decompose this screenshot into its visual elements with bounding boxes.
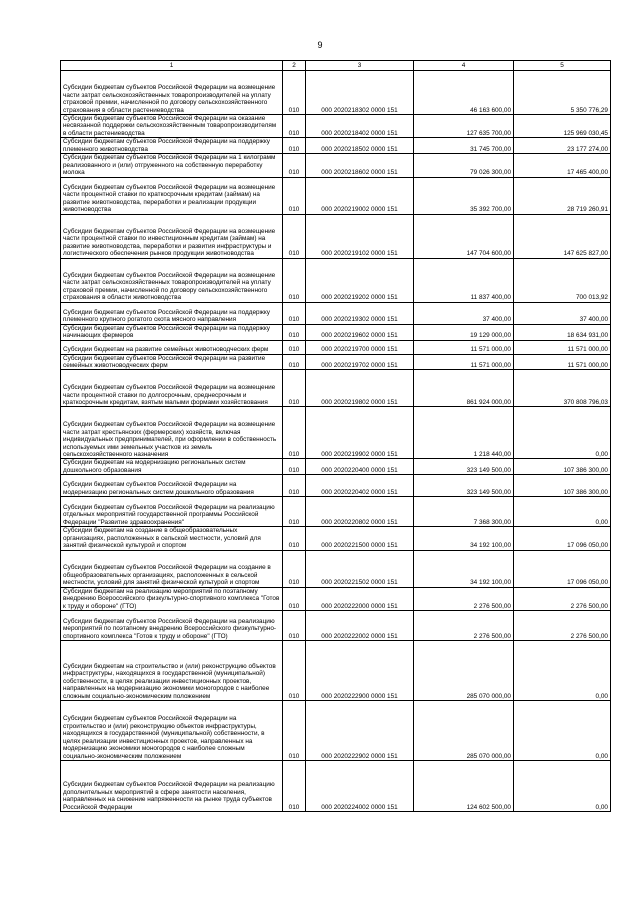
row-plan-cell: 285 070 000,00 [414, 641, 514, 701]
table-row [61, 214, 611, 258]
row-kbk-cell: 000 2020219302 0000 151 [306, 302, 414, 324]
row-plan-cell: 7 368 300,00 [414, 497, 514, 527]
row-plan-cell: 11 837 400,00 [414, 258, 514, 302]
row-kbk-cell: 000 2020219002 0000 151 [306, 177, 414, 214]
row-plan-cell: 46 163 600,00 [414, 71, 514, 115]
row-kbk-cell: 000 2020219902 0000 151 [306, 407, 414, 459]
row-fact-cell: 0,00 [514, 761, 611, 812]
column-header: 3 [306, 61, 414, 71]
budget-table [60, 60, 611, 812]
row-code-cell: 010 [283, 214, 306, 258]
row-fact-cell: 28 719 260,91 [514, 177, 611, 214]
row-name-cell: Субсидии бюджетам на реализацию мероприятий по поэтапному внедрению Всероссийского физкультурно-спортивного комплекса "Готов к труду и обороне" (ГТО) [61, 587, 283, 610]
row-fact-cell: 107 386 300,00 [514, 475, 611, 497]
row-code-cell: 010 [283, 115, 306, 138]
row-kbk-cell: 000 2020221502 0000 151 [306, 550, 414, 587]
row-code-cell: 010 [283, 71, 306, 115]
row-name-cell: Субсидии бюджетам субъектов Российской Федерации на поддержку начинающих фермеров [61, 324, 283, 340]
table-header-row [61, 61, 611, 71]
row-kbk-cell: 000 2020222900 0000 151 [306, 641, 414, 701]
row-fact-cell: 18 634 931,00 [514, 324, 611, 340]
row-fact-cell: 700 013,92 [514, 258, 611, 302]
row-name-cell: Субсидии бюджетам субъектов Российской Федерации на возмещение части процентной ставки по краткосрочным кредитам (займам) на развитие животноводства, переработки и реализации продукции животноводства [61, 177, 283, 214]
row-fact-cell: 370 808 796,03 [514, 370, 611, 407]
column-header: 1 [61, 61, 283, 71]
row-name-cell: Субсидии бюджетам субъектов Российской Федерации на поддержку племенного крупного рогатого скота мясного направления [61, 302, 283, 324]
row-code-cell: 010 [283, 370, 306, 407]
table-row [61, 324, 611, 340]
row-kbk-cell: 000 2020218502 0000 151 [306, 138, 414, 154]
column-header: 2 [283, 61, 306, 71]
row-fact-cell: 2 276 500,00 [514, 611, 611, 641]
row-kbk-cell: 000 2020220402 0000 151 [306, 475, 414, 497]
row-kbk-cell: 000 2020219202 0000 151 [306, 258, 414, 302]
row-name-cell: Субсидии бюджетам субъектов Российской Федерации на строительство и (или) реконструкцию объектов инфраструктуры, находящихся в государственной (муниципальной) собственности, в целях реализации инвестиционных проектов, направленных на модернизацию экономики моногородов с наиболее сложным социально-экономическим положением [61, 701, 283, 761]
row-name-cell: Субсидии бюджетам субъектов Российской Федерации на реализацию мероприятий по поэтапному внедрению Всероссийского физкультурно-спортивного комплекса "Готов к труду и обороне" (ГТО) [61, 611, 283, 641]
row-plan-cell: 79 026 300,00 [414, 154, 514, 177]
row-kbk-cell: 000 2020218602 0000 151 [306, 154, 414, 177]
table-row [61, 138, 611, 154]
row-name-cell: Субсидии бюджетам субъектов Российской Федерации на 1 килограмм реализованного и (или) отгруженного на собственную переработку молока [61, 154, 283, 177]
row-code-cell: 010 [283, 475, 306, 497]
table-row [61, 354, 611, 370]
row-plan-cell: 147 704 600,00 [414, 214, 514, 258]
row-code-cell: 010 [283, 354, 306, 370]
page-number: 9 [317, 40, 323, 50]
row-fact-cell: 125 969 030,45 [514, 115, 611, 138]
row-fact-cell: 147 625 827,00 [514, 214, 611, 258]
row-kbk-cell: 000 2020220400 0000 151 [306, 459, 414, 475]
row-name-cell: Субсидии бюджетам субъектов Российской Федерации на модернизацию региональных систем дошкольного образования [61, 475, 283, 497]
row-name-cell: Субсидии бюджетам субъектов Российской Федерации на реализацию дополнительных мероприятий в сфере занятости населения, направленных на снижение напряженности на рынке труда субъектов Российской Федерации [61, 761, 283, 812]
table-row [61, 115, 611, 138]
table-row [61, 611, 611, 641]
row-fact-cell: 107 386 300,00 [514, 459, 611, 475]
row-kbk-cell: 000 2020222902 0000 151 [306, 701, 414, 761]
table-row [61, 177, 611, 214]
row-code-cell: 010 [283, 701, 306, 761]
row-plan-cell: 861 924 000,00 [414, 370, 514, 407]
row-plan-cell: 19 129 000,00 [414, 324, 514, 340]
row-kbk-cell: 000 2020219700 0000 151 [306, 340, 414, 354]
row-kbk-cell: 000 2020220802 0000 151 [306, 497, 414, 527]
row-name-cell: Субсидии бюджетам на строительство и (или) реконструкцию объектов инфраструктуры, находящихся в государственной (муниципальной) собственности, в целях реализации инвестиционных проектов, направленных на модернизацию экономики моногородов с наиболее сложным социально-экономическим положением [61, 641, 283, 701]
row-fact-cell: 11 571 000,00 [514, 340, 611, 354]
row-fact-cell: 11 571 000,00 [514, 354, 611, 370]
row-fact-cell: 37 400,00 [514, 302, 611, 324]
row-name-cell: Субсидии бюджетам субъектов Российской Федерации на развитие семейных животноводческих ферм [61, 354, 283, 370]
row-code-cell: 010 [283, 407, 306, 459]
row-plan-cell: 1 218 440,00 [414, 407, 514, 459]
row-kbk-cell: 000 2020219602 0000 151 [306, 324, 414, 340]
row-fact-cell: 17 096 050,00 [514, 527, 611, 550]
row-fact-cell: 0,00 [514, 497, 611, 527]
row-code-cell: 010 [283, 497, 306, 527]
row-kbk-cell: 000 2020218302 0000 151 [306, 71, 414, 115]
row-code-cell: 010 [283, 258, 306, 302]
row-kbk-cell: 000 2020219102 0000 151 [306, 214, 414, 258]
table-row [61, 550, 611, 587]
table-row [61, 258, 611, 302]
table-row [61, 71, 611, 115]
row-plan-cell: 285 070 000,00 [414, 701, 514, 761]
row-fact-cell: 2 276 500,00 [514, 587, 611, 610]
row-plan-cell: 2 276 500,00 [414, 611, 514, 641]
row-plan-cell: 323 149 500,00 [414, 459, 514, 475]
row-code-cell: 010 [283, 177, 306, 214]
row-code-cell: 010 [283, 611, 306, 641]
table-row [61, 701, 611, 761]
row-kbk-cell: 000 2020224002 0000 151 [306, 761, 414, 812]
row-code-cell: 010 [283, 324, 306, 340]
row-plan-cell: 34 192 100,00 [414, 550, 514, 587]
table-row [61, 587, 611, 610]
row-fact-cell: 17 465 400,00 [514, 154, 611, 177]
row-code-cell: 010 [283, 459, 306, 475]
row-name-cell: Субсидии бюджетам субъектов Российской Федерации на возмещение части затрат крестьянских (фермерских) хозяйств, включая индивидуальных предпринимателей, при оформлении в собственность используемых ими земельных участков из земель сельскохозяйственного назначения [61, 407, 283, 459]
table-row [61, 340, 611, 354]
row-name-cell: Субсидии бюджетам субъектов Российской Федерации на реализацию отдельных мероприятий государственной программы Российской Федерации "Развитие здравоохранения" [61, 497, 283, 527]
row-plan-cell: 2 276 500,00 [414, 587, 514, 610]
column-header: 5 [514, 61, 611, 71]
row-kbk-cell: 000 2020218402 0000 151 [306, 115, 414, 138]
row-name-cell: Субсидии бюджетам субъектов Российской Федерации на поддержку племенного животноводства [61, 138, 283, 154]
table-row [61, 370, 611, 407]
row-plan-cell: 11 571 000,00 [414, 340, 514, 354]
row-name-cell: Субсидии бюджетам субъектов Российской Федерации на возмещение части процентной ставки по долгосрочным, среднесрочным и краткосрочным кредитам, взятым малыми формами хозяйствования [61, 370, 283, 407]
row-plan-cell: 127 635 700,00 [414, 115, 514, 138]
row-name-cell: Субсидии бюджетам на модернизацию региональных систем дошкольного образования [61, 459, 283, 475]
row-plan-cell: 323 149 500,00 [414, 475, 514, 497]
table-row [61, 459, 611, 475]
row-name-cell: Субсидии бюджетам субъектов Российской Федерации на возмещение части затрат сельскохозяйственных товаропроизводителей на уплату страховой премии, начисленной по договору сельскохозяйственного страхования в области животноводства [61, 258, 283, 302]
table-row [61, 761, 611, 812]
row-plan-cell: 37 400,00 [414, 302, 514, 324]
row-kbk-cell: 000 2020219802 0000 151 [306, 370, 414, 407]
row-name-cell: Субсидии бюджетам субъектов Российской Федерации на оказание несвязанной поддержки сельскохозяйственным товаропроизводителям в области растениеводства [61, 115, 283, 138]
table-row [61, 154, 611, 177]
row-plan-cell: 124 602 500,00 [414, 761, 514, 812]
row-plan-cell: 31 745 700,00 [414, 138, 514, 154]
table-row [61, 475, 611, 497]
table-row [61, 527, 611, 550]
row-code-cell: 010 [283, 587, 306, 610]
row-name-cell: Субсидии бюджетам на создание в общеобразовательных организациях, расположенных в сельской местности, условий для занятий физической культурой и спортом [61, 527, 283, 550]
row-code-cell: 010 [283, 154, 306, 177]
row-fact-cell: 0,00 [514, 641, 611, 701]
row-name-cell: Субсидии бюджетам субъектов Российской Федерации на создание в общеобразовательных организациях, расположенных в сельской местности, условий для занятий физической культурой и спортом [61, 550, 283, 587]
row-fact-cell: 5 350 776,29 [514, 71, 611, 115]
table-row [61, 407, 611, 459]
row-code-cell: 010 [283, 340, 306, 354]
row-fact-cell: 0,00 [514, 701, 611, 761]
row-kbk-cell: 000 2020221500 0000 151 [306, 527, 414, 550]
table-row [61, 302, 611, 324]
row-code-cell: 010 [283, 550, 306, 587]
table-row [61, 497, 611, 527]
row-fact-cell: 0,00 [514, 407, 611, 459]
table-row [61, 641, 611, 701]
row-code-cell: 010 [283, 641, 306, 701]
row-fact-cell: 23 177 274,00 [514, 138, 611, 154]
row-code-cell: 010 [283, 761, 306, 812]
row-fact-cell: 17 096 050,00 [514, 550, 611, 587]
row-kbk-cell: 000 2020219702 0000 151 [306, 354, 414, 370]
row-code-cell: 010 [283, 138, 306, 154]
row-code-cell: 010 [283, 527, 306, 550]
row-name-cell: Субсидии бюджетам субъектов Российской Федерации на возмещение части затрат сельскохозяйственных товаропроизводителей на уплату страховой премии, начисленной по договору сельскохозяйственного страхования в области растениеводства [61, 71, 283, 115]
row-kbk-cell: 000 2020222000 0000 151 [306, 587, 414, 610]
row-plan-cell: 11 571 000,00 [414, 354, 514, 370]
row-plan-cell: 35 392 700,00 [414, 177, 514, 214]
row-kbk-cell: 000 2020222002 0000 151 [306, 611, 414, 641]
column-header: 4 [414, 61, 514, 71]
row-code-cell: 010 [283, 302, 306, 324]
row-name-cell: Субсидии бюджетам на развитие семейных животноводческих ферм [61, 340, 283, 354]
row-name-cell: Субсидии бюджетам субъектов Российской Федерации на возмещение части процентной ставки по инвестиционным кредитам (займам) на развитие животноводства, переработки и развития инфраструктуры и логистического обеспечения рынков продукции животноводства [61, 214, 283, 258]
row-plan-cell: 34 192 100,00 [414, 527, 514, 550]
